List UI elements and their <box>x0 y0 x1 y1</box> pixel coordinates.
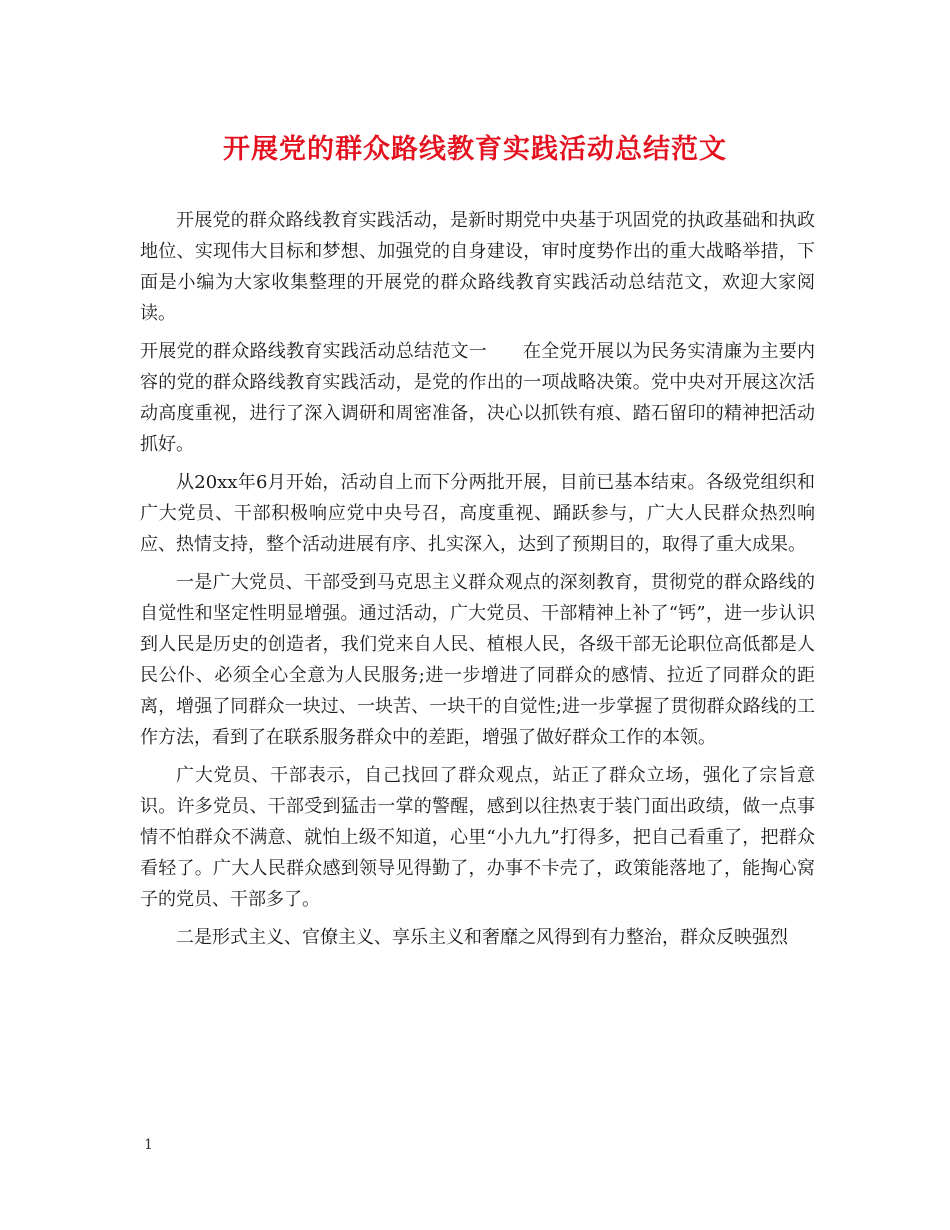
paragraph-point-one: 一是广大党员、干部受到马克思主义群众观点的深刻教育，贯彻党的群众路线的自觉性和坚定性明显增强。通过活动，广大党员、干部精神上补了“钙”，进一步认识到人民是历史的创造者，我们党来自人民、植根人民，各级干部无论职位高低都是人民公仆、必须全心全意为人民服务;进一步增进了同群众的感情、拉近了同群众的距离，增强了同群众一块过、一块苦、一块干的自觉性;进一步掌握了贯彻群众路线的工作方法，看到了在联系服务群众中的差距，增强了做好群众工作的本领。 <box>140 572 815 748</box>
section-heading: 开展党的群众路线教育实践活动总结范文一 <box>140 341 488 362</box>
section-one-text: 在全党开展以为民务实清廉为主要内容的党的群众路线教育实践活动，是党的作出的一项战略决策。党中央对开展这次活动高度重视，进行了深入调研和周密准备，决心以抓铁有痕、踏石留印的精神把活动抓好。 <box>140 341 816 455</box>
paragraph-feedback: 广大党员、干部表示，自己找回了群众观点，站正了群众立场，强化了宗旨意识。许多党员、干部受到猛击一掌的警醒，感到以往热衷于装门面出政绩，做一点事情不怕群众不满意、就怕上级不知道，心里“小九九”打得多，把自己看重了，把群众看轻了。广大人民群众感到领导见得勤了，办事不卡壳了，政策能落地了，能掏心窝子的党员、干部多了。 <box>140 765 815 910</box>
paragraph-point-two: 二是形式主义、官僚主义、享乐主义和奢靡之风得到有力整治，群众反映强烈 <box>176 927 788 948</box>
paragraph-progress: 从20xx年6月开始，活动自上而下分两批开展，目前已基本结束。各级党组织和广大党员、干部积极响应党中央号召，高度重视、踊跃参与，广大人民群众热烈响应、热情支持，整个活动进展有序、扎实深入，达到了预期目的，取得了重大成果。 <box>140 472 815 555</box>
page-number: 1 <box>144 1137 153 1153</box>
document-body <box>140 205 815 960</box>
document-title: 开展党的群众路线教育实践活动总结范文 <box>223 134 727 165</box>
paragraph-intro: 开展党的群众路线教育实践活动，是新时期党中央基于巩固党的执政基础和执政地位、实现伟大目标和梦想、加强党的自身建设，审时度势作出的重大战略举措，下面是小编为大家收集整理的开展党的群众路线教育实践活动总结范文，欢迎大家阅读。 <box>140 210 815 324</box>
paragraph-section-one <box>140 336 815 460</box>
